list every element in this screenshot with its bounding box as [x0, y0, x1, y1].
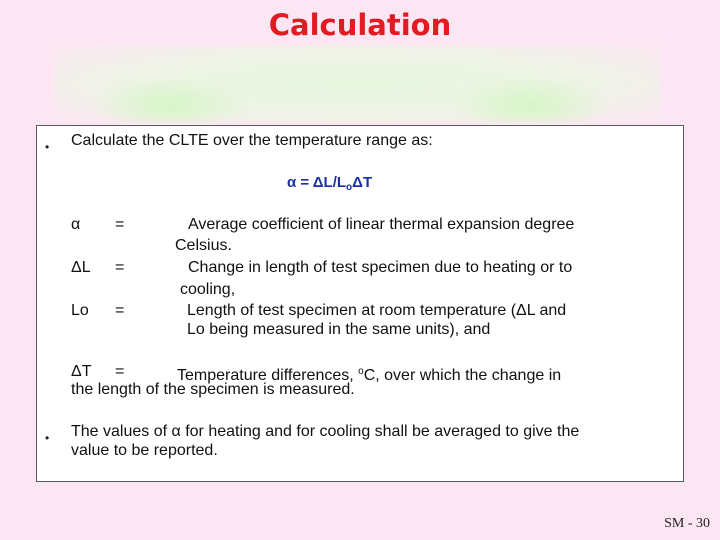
def-lo-eq: =	[115, 302, 125, 319]
def-alpha-symbol: α	[71, 216, 81, 233]
bullet-marker: •	[45, 140, 50, 154]
slide-title: Calculation	[268, 8, 452, 42]
def-lo-symbol: Lo	[71, 302, 89, 319]
delta-t-text-b: C, over which the change in	[363, 367, 562, 384]
def-lo-line1: Length of test specimen at room temperature (ΔL and	[187, 302, 567, 319]
def-deltal-symbol: ΔL	[71, 259, 91, 276]
formula-rhs: ΔT	[352, 174, 373, 191]
slide-number: SM - 30	[664, 516, 710, 531]
def-deltal-line2: cooling,	[180, 281, 236, 298]
def-alpha-line2: Celsius.	[175, 237, 232, 254]
header-glow-right	[455, 78, 605, 123]
formula-subscript: o	[346, 182, 353, 193]
delta-t-text-a: Temperature differences,	[177, 367, 359, 384]
delta-t-symbol: ΔT	[71, 363, 92, 380]
delta-t-line2: the length of the specimen is measured.	[71, 381, 355, 398]
delta-t-eq: =	[115, 363, 125, 380]
def-deltal-line1: Change in length of test specimen due to heating or to	[188, 259, 573, 276]
delta-t-degree: o	[358, 366, 364, 377]
intro-text: Calculate the CLTE over the temperature range as:	[71, 132, 433, 149]
content-box	[36, 125, 684, 482]
def-deltal-eq: =	[115, 259, 125, 276]
header-glow-left	[95, 78, 245, 123]
formula-lhs: α = ΔL/L	[287, 174, 347, 191]
def-alpha-eq: =	[115, 216, 125, 233]
note-line1: The values of α for heating and for cooling shall be averaged to give the	[71, 423, 580, 440]
note-line2: value to be reported.	[71, 442, 218, 459]
def-alpha-line1: Average coefficient of linear thermal expansion degree	[188, 216, 575, 233]
bullet-marker: •	[45, 431, 50, 445]
def-lo-line2: Lo being measured in the same units), and	[187, 321, 491, 338]
formula	[287, 173, 372, 198]
